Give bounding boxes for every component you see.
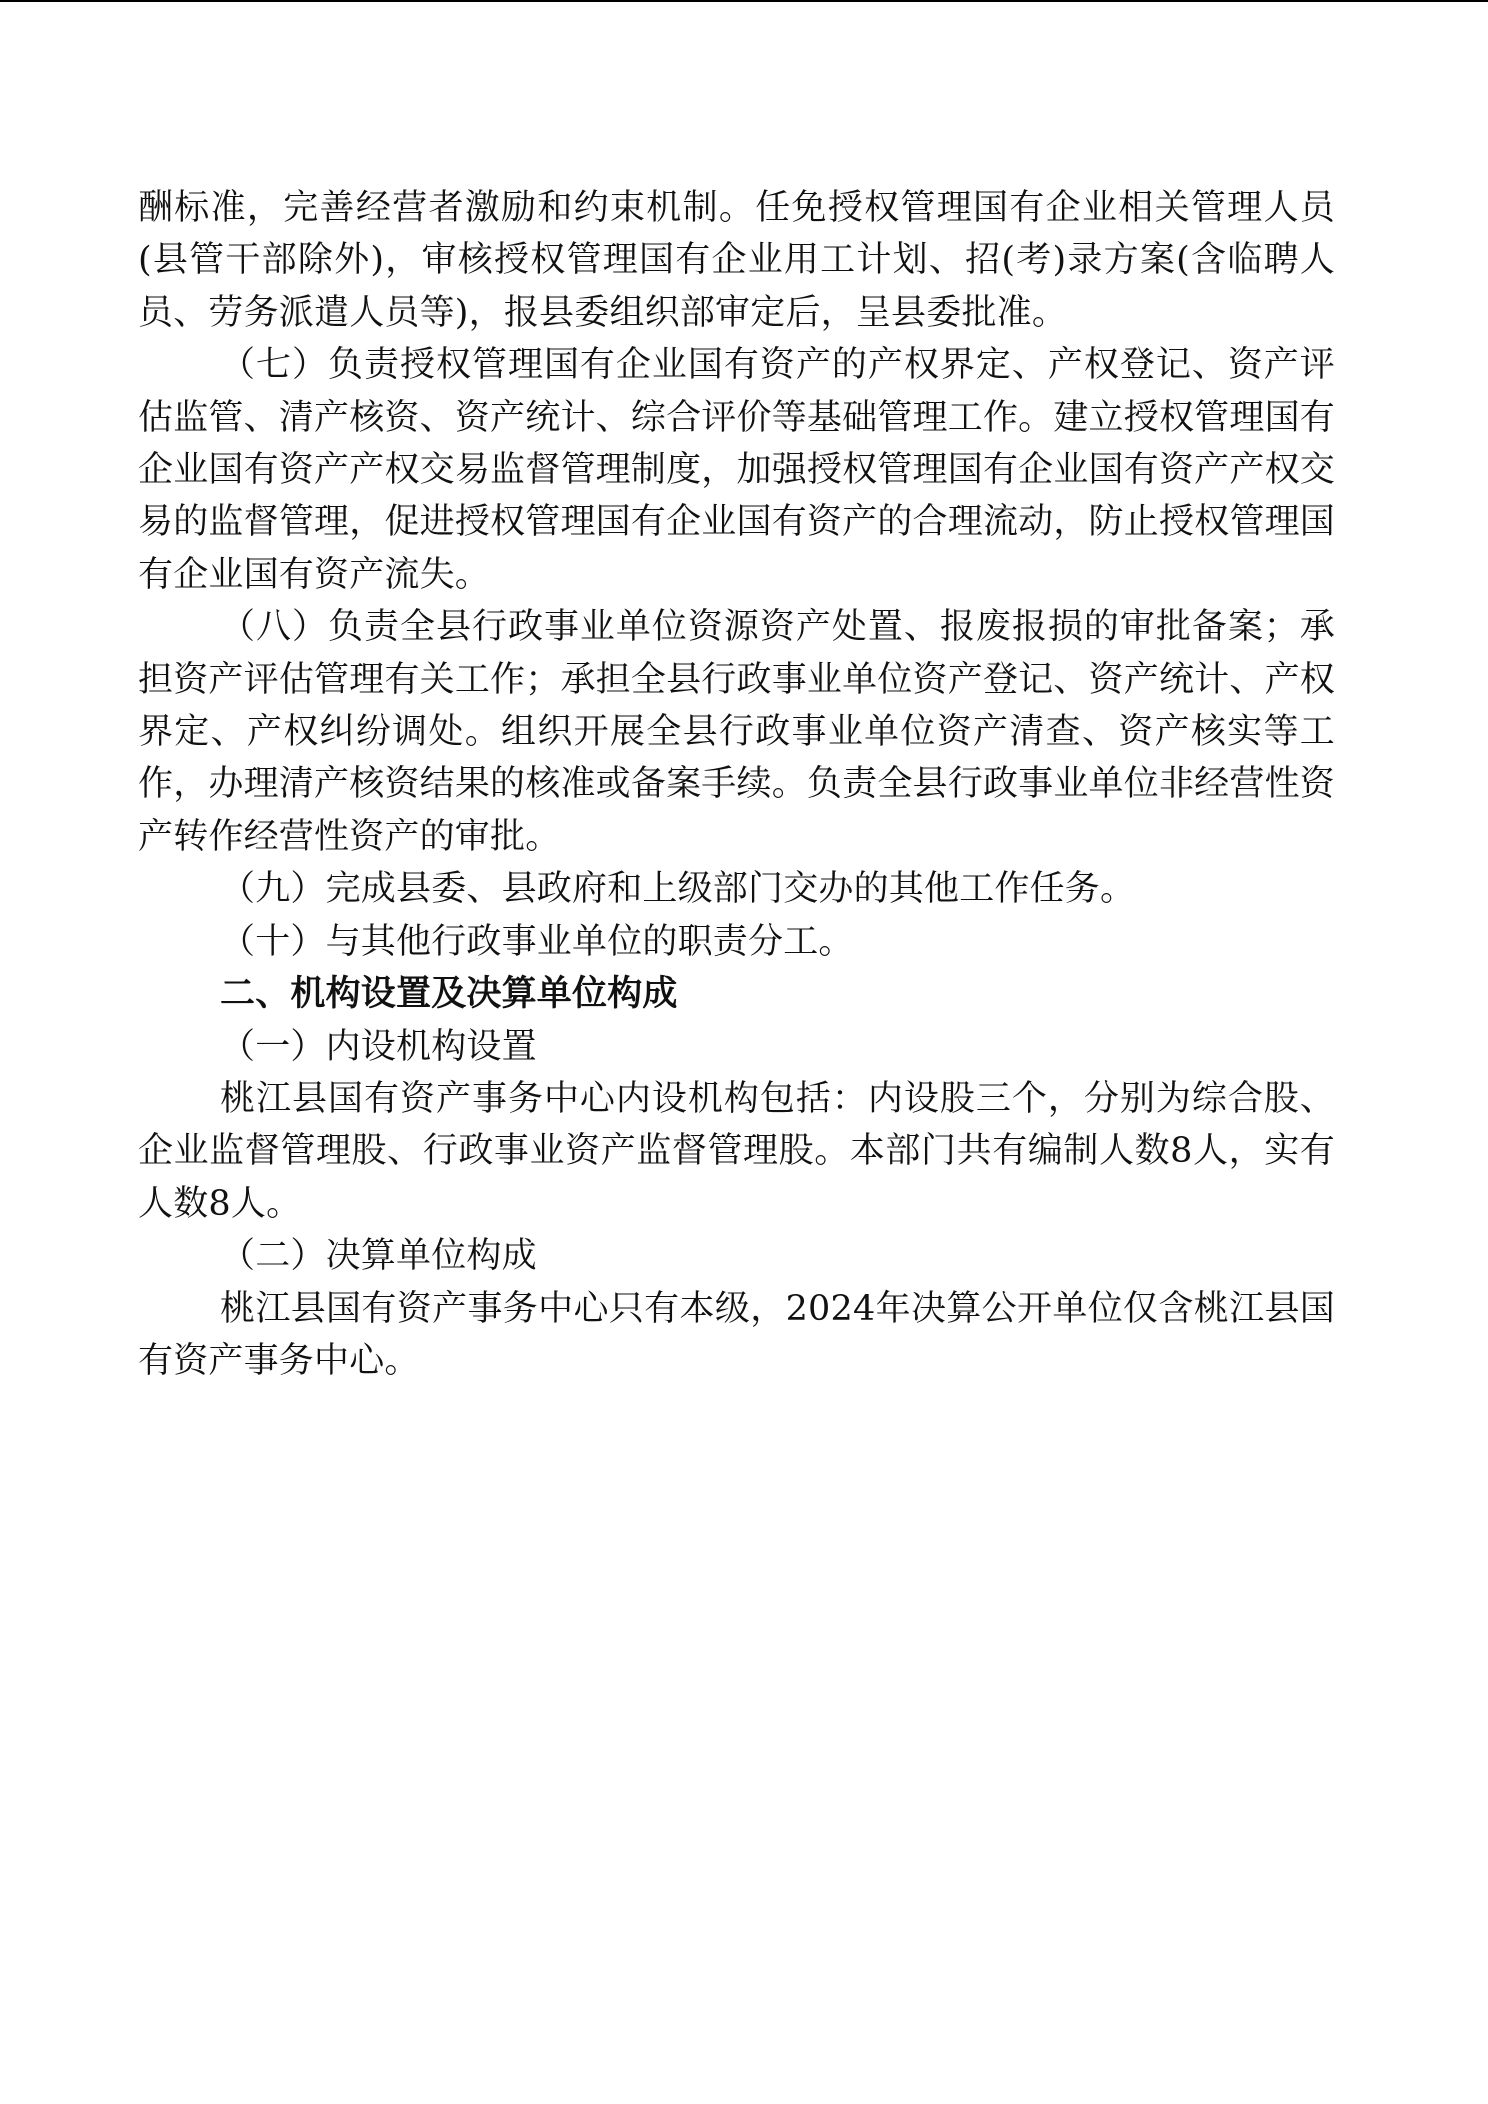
section-heading-organization: 二、机构设置及决算单位构成 bbox=[220, 974, 678, 1015]
paragraph-duty-9: （九）完成县委、县政府和上级部门交办的其他工作任务。 bbox=[220, 869, 1136, 910]
paragraph-compensation: 酬标准，完善经营者激励和约束机制。任免授权管理国有企业相关管理人员(县管干部除外)，审核授权管理国有企业用工计划、招(考)录方案(含临聘人员、劳务派遣人员等)，报县委组织部审定后，呈县委批准。 bbox=[138, 188, 1335, 333]
document-body bbox=[138, 182, 1335, 1387]
paragraph-duty-8: （八）负责全县行政事业单位资源资产处置、报废报损的审批备案；承担资产评估管理有关工作；承担全县行政事业单位资产登记、资产统计、产权界定、产权纠纷调处。组织开展全县行政事业单位资产清查、资产核实等工作，办理清产核资结果的核准或备案手续。负责全县行政事业单位非经营性资产转作经营性资产的审批。 bbox=[138, 607, 1335, 857]
subsection-title-units: （二）决算单位构成 bbox=[220, 1236, 537, 1277]
paragraph-duty-7: （七）负责授权管理国有企业国有资产的产权界定、产权登记、资产评估监管、清产核资、资产统计、综合评价等基础管理工作。建立授权管理国有企业国有资产产权交易监督管理制度，加强授权管理国有企业国有资产产权交易的监督管理，促进授权管理国有企业国有资产的合理流动，防止授权管理国有企业国有资产流失。 bbox=[138, 345, 1335, 595]
subsection-title-internal: （一）内设机构设置 bbox=[220, 1026, 537, 1067]
paragraph-internal-structure: 桃江县国有资产事务中心内设机构包括：内设股三个，分别为综合股、企业监督管理股、行政事业资产监督管理股。本部门共有编制人数8人，实有人数8人。 bbox=[138, 1078, 1335, 1224]
paragraph-duty-10: （十）与其他行政事业单位的职责分工。 bbox=[220, 921, 854, 962]
paragraph-unit-composition: 桃江县国有资产事务中心只有本级，2024年决算公开单位仅含桃江县国有资产事务中心。 bbox=[138, 1288, 1335, 1381]
